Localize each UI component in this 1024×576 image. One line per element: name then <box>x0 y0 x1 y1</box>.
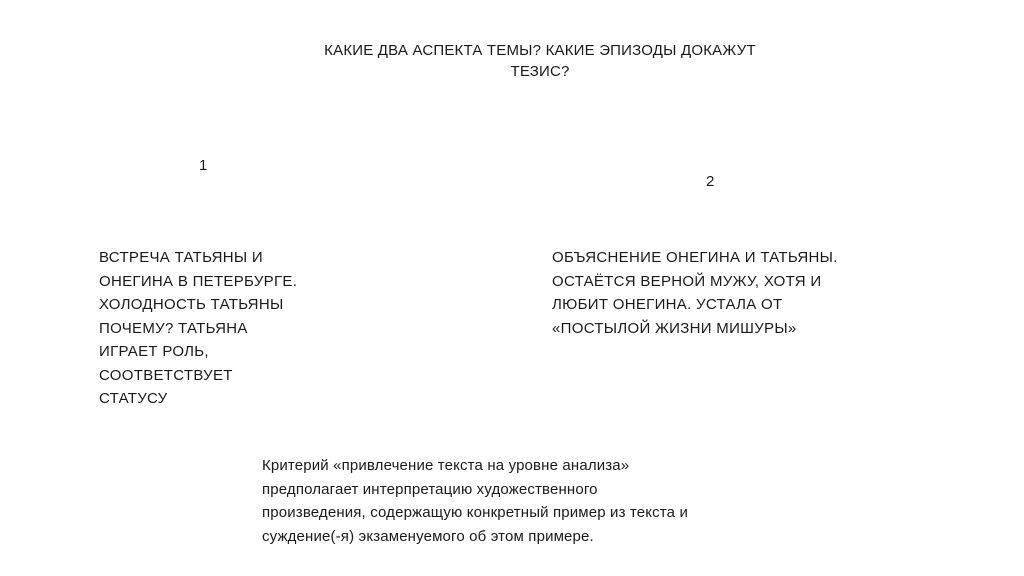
aspect-1-line: ПОЧЕМУ? ТАТЬЯНА <box>99 319 248 337</box>
criterion-line: произведения, содержащую конкретный пример из текста и <box>262 504 688 521</box>
aspect-2-line: «ПОСТЫЛОЙ ЖИЗНИ МИШУРЫ» <box>552 319 797 337</box>
aspect-1-line: СТАТУСУ <box>99 390 168 407</box>
criterion-line: Критерий «привлечение текста на уровне анализа» <box>262 457 630 474</box>
aspect-2-line: ЛЮБИТ ОНЕГИНА. УСТАЛА ОТ <box>552 296 783 313</box>
aspect-2-number: 2 <box>706 173 715 190</box>
aspect-2-line: ОСТАЁТСЯ ВЕРНОЙ МУЖУ, ХОТЯ И <box>552 272 822 290</box>
aspect-1-line: ОНЕГИНА В ПЕТЕРБУРГЕ. <box>99 272 298 290</box>
criterion-line: суждение(-я) экзаменуемого об этом примере. <box>262 527 594 545</box>
aspect-2-line: ОБЪЯСНЕНИЕ ОНЕГИНА И ТАТЬЯНЫ. <box>552 249 838 266</box>
aspect-1-line: ВСТРЕЧА ТАТЬЯНЫ И <box>99 249 264 266</box>
aspect-2-text <box>552 246 872 340</box>
title-line-2: ТЕЗИС? <box>510 63 570 80</box>
title-line-1: КАКИЕ ДВА АСПЕКТА ТЕМЫ? КАКИЕ ЭПИЗОДЫ ДОКАЖУТ <box>324 42 756 59</box>
criterion-note <box>262 454 782 548</box>
aspect-1-line: ХОЛОДНОСТЬ ТАТЬЯНЫ <box>99 296 284 313</box>
aspect-1-number: 1 <box>199 157 208 174</box>
aspect-1-line: СООТВЕТСТВУЕТ <box>99 366 233 384</box>
slide-title <box>300 40 780 82</box>
aspect-1-line: ИГРАЕТ РОЛЬ, <box>99 343 209 360</box>
criterion-line: предполагает интерпретацию художественного <box>262 480 598 498</box>
aspect-1-text <box>99 246 319 411</box>
